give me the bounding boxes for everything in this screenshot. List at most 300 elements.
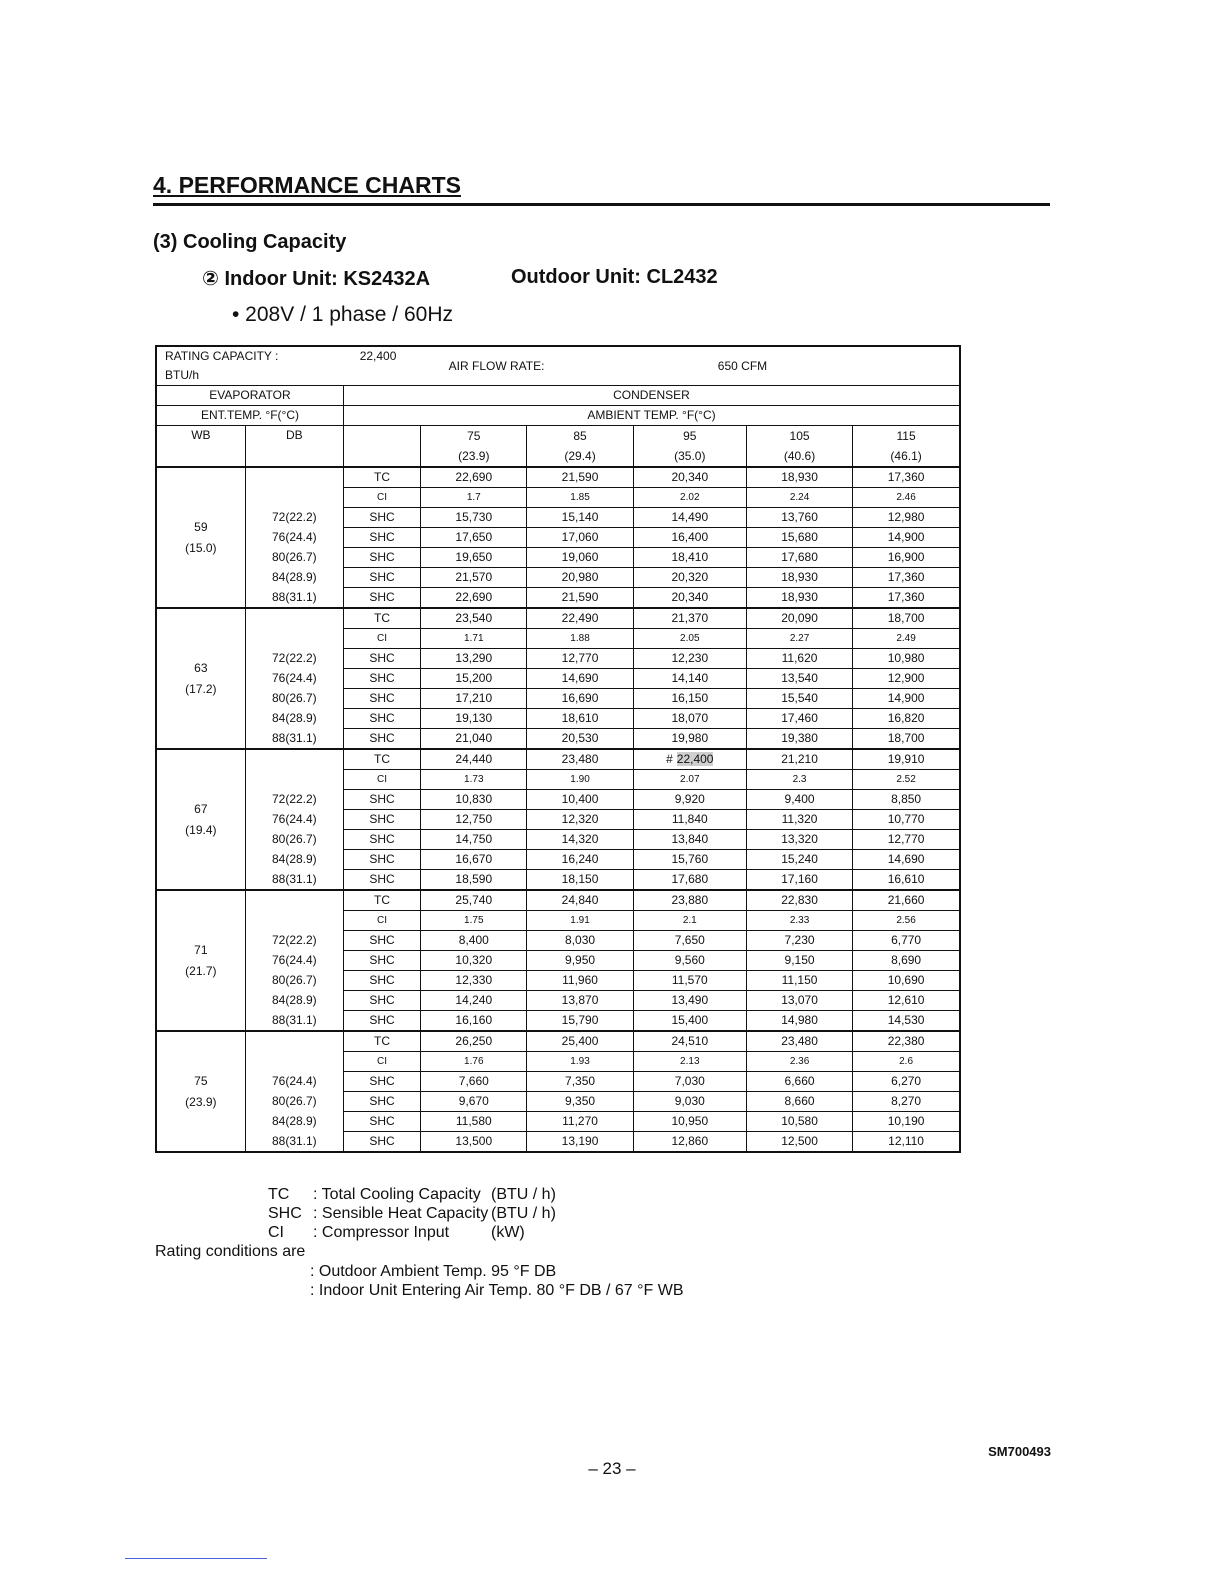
db-cell xyxy=(245,1031,343,1052)
table-row xyxy=(156,1112,960,1132)
type-cell: SHC xyxy=(343,870,420,891)
value-cell: 1.76 xyxy=(421,1052,527,1072)
value-cell: 9,920 xyxy=(633,790,746,810)
table-row xyxy=(156,1052,960,1072)
wb-cell: 71 (21.7) xyxy=(156,890,245,1031)
value-cell: 2.52 xyxy=(853,770,960,790)
table-row xyxy=(156,931,960,951)
value-cell: 12,860 xyxy=(633,1132,746,1153)
legend xyxy=(268,1185,556,1242)
db-cell xyxy=(245,770,343,790)
value-cell: 14,530 xyxy=(853,1011,960,1032)
value-cell: 18,150 xyxy=(527,870,633,891)
value-cell: 1.71 xyxy=(421,629,527,649)
indoor-unit-label: ② Indoor Unit: KS2432A xyxy=(202,268,431,290)
power-spec: • 208V / 1 phase / 60Hz xyxy=(232,303,453,326)
value-cell: 19,650 xyxy=(421,548,527,568)
table-row xyxy=(156,568,960,588)
value-cell: 15,540 xyxy=(746,689,852,709)
type-cell: SHC xyxy=(343,649,420,669)
type-cell: SHC xyxy=(343,709,420,729)
value-cell: 9,400 xyxy=(746,790,852,810)
value-cell: 12,900 xyxy=(853,669,960,689)
col-header-4: 115 (46.1) xyxy=(853,426,960,468)
value-cell: 14,490 xyxy=(633,508,746,528)
value-cell: 17,160 xyxy=(746,870,852,891)
condenser-header: CONDENSER xyxy=(343,386,960,406)
value-cell: 2.33 xyxy=(746,911,852,931)
col-header-0: 75 (23.9) xyxy=(421,426,527,468)
value-cell: 10,690 xyxy=(853,971,960,991)
value-cell: 25,740 xyxy=(421,890,527,911)
db-cell: 80(26.7) xyxy=(245,548,343,568)
value-cell: 12,750 xyxy=(421,810,527,830)
value-cell: 23,480 xyxy=(746,1031,852,1052)
table-row xyxy=(156,488,960,508)
value-cell: 15,680 xyxy=(746,528,852,548)
table-row xyxy=(156,971,960,991)
value-cell: 14,750 xyxy=(421,830,527,850)
value-cell: 13,840 xyxy=(633,830,746,850)
value-cell: 22,380 xyxy=(853,1031,960,1052)
value-cell: 10,950 xyxy=(633,1112,746,1132)
value-cell: 7,030 xyxy=(633,1072,746,1092)
value-cell: 7,660 xyxy=(421,1072,527,1092)
value-cell: 8,270 xyxy=(853,1092,960,1112)
value-cell: 21,040 xyxy=(421,729,527,750)
airflow-value: 650 CFM xyxy=(717,358,768,373)
value-cell: 16,820 xyxy=(853,709,960,729)
col-header-1: 85 (29.4) xyxy=(527,426,633,468)
value-cell: 13,290 xyxy=(421,649,527,669)
value-cell: 2.27 xyxy=(746,629,852,649)
value-cell: 8,400 xyxy=(421,931,527,951)
value-cell: 12,610 xyxy=(853,991,960,1011)
type-cell: SHC xyxy=(343,790,420,810)
db-cell: 84(28.9) xyxy=(245,709,343,729)
evaporator-header: EVAPORATOR xyxy=(156,386,343,406)
ent-temp-header: ENT.TEMP. °F(°C) xyxy=(156,406,343,426)
value-cell: 18,070 xyxy=(633,709,746,729)
section-title: 4. PERFORMANCE CHARTS xyxy=(153,172,1050,206)
rated-value: 22,400 xyxy=(676,752,714,766)
value-cell: 18,410 xyxy=(633,548,746,568)
page-number: – 23 – xyxy=(588,1459,636,1478)
value-cell: 17,650 xyxy=(421,528,527,548)
wb-cell: 67 (19.4) xyxy=(156,749,245,890)
value-cell: 16,670 xyxy=(421,850,527,870)
value-cell: 26,250 xyxy=(421,1031,527,1052)
value-cell: 14,690 xyxy=(527,669,633,689)
value-cell: 14,140 xyxy=(633,669,746,689)
type-cell: SHC xyxy=(343,1112,420,1132)
db-cell: 80(26.7) xyxy=(245,1092,343,1112)
value-cell: 18,700 xyxy=(853,729,960,750)
value-cell: 15,200 xyxy=(421,669,527,689)
value-cell: 1.91 xyxy=(527,911,633,931)
value-cell: 2.3 xyxy=(746,770,852,790)
value-cell: 15,240 xyxy=(746,850,852,870)
type-cell: TC xyxy=(343,1031,420,1052)
document-id: SM700493 xyxy=(988,1444,1051,1459)
value-cell: 1.93 xyxy=(527,1052,633,1072)
table-row xyxy=(156,548,960,568)
value-cell: 10,770 xyxy=(853,810,960,830)
value-cell: 17,460 xyxy=(746,709,852,729)
db-cell xyxy=(245,467,343,488)
value-cell: 16,610 xyxy=(853,870,960,891)
table-row xyxy=(156,467,960,488)
value-cell: 9,560 xyxy=(633,951,746,971)
value-cell: 18,590 xyxy=(421,870,527,891)
db-cell: 84(28.9) xyxy=(245,991,343,1011)
value-cell: 18,700 xyxy=(853,608,960,629)
value-cell: 11,840 xyxy=(633,810,746,830)
performance-table xyxy=(155,345,961,1153)
value-cell: 12,330 xyxy=(421,971,527,991)
table-row xyxy=(156,669,960,689)
wb-cell: 75 (23.9) xyxy=(156,1031,245,1152)
value-cell: 2.36 xyxy=(746,1052,852,1072)
value-cell: 15,140 xyxy=(527,508,633,528)
type-cell: SHC xyxy=(343,1092,420,1112)
db-cell: 88(31.1) xyxy=(245,729,343,750)
value-cell: 17,060 xyxy=(527,528,633,548)
value-cell: 17,680 xyxy=(633,870,746,891)
table-row xyxy=(156,629,960,649)
db-cell xyxy=(245,749,343,770)
table-row xyxy=(156,810,960,830)
value-cell: 10,580 xyxy=(746,1112,852,1132)
value-cell: 12,110 xyxy=(853,1132,960,1153)
value-cell: 13,190 xyxy=(527,1132,633,1153)
db-cell: 88(31.1) xyxy=(245,870,343,891)
value-cell: 15,760 xyxy=(633,850,746,870)
value-cell: 22,690 xyxy=(421,588,527,609)
value-cell: 7,230 xyxy=(746,931,852,951)
db-cell: 76(24.4) xyxy=(245,810,343,830)
type-cell: TC xyxy=(343,890,420,911)
value-cell: 15,400 xyxy=(633,1011,746,1032)
value-cell: 14,980 xyxy=(746,1011,852,1032)
rating-indoor: : Indoor Unit Entering Air Temp. 80 °F DB / 67 °F WB xyxy=(310,1282,684,1299)
db-cell: 72(22.2) xyxy=(245,508,343,528)
value-cell: 2.6 xyxy=(853,1052,960,1072)
value-cell: 21,660 xyxy=(853,890,960,911)
type-cell: SHC xyxy=(343,951,420,971)
value-cell: 12,500 xyxy=(746,1132,852,1153)
value-cell: 11,960 xyxy=(527,971,633,991)
db-cell xyxy=(245,1052,343,1072)
value-cell: 13,490 xyxy=(633,991,746,1011)
value-cell: 14,900 xyxy=(853,528,960,548)
table-row xyxy=(156,689,960,709)
db-cell: 76(24.4) xyxy=(245,669,343,689)
value-cell: 17,360 xyxy=(853,568,960,588)
value-cell: 24,840 xyxy=(527,890,633,911)
table-row xyxy=(156,911,960,931)
table-row xyxy=(156,1011,960,1032)
rating-conditions xyxy=(310,1262,684,1300)
table-row xyxy=(156,588,960,609)
db-cell: 80(26.7) xyxy=(245,830,343,850)
db-header: DB xyxy=(245,426,343,468)
table-row xyxy=(156,991,960,1011)
value-cell: 2.07 xyxy=(633,770,746,790)
value-cell: 20,530 xyxy=(527,729,633,750)
type-cell: SHC xyxy=(343,1072,420,1092)
db-cell xyxy=(245,911,343,931)
value-cell: 7,650 xyxy=(633,931,746,951)
value-cell: 21,210 xyxy=(746,749,852,770)
value-cell: 20,340 xyxy=(633,588,746,609)
db-cell: 88(31.1) xyxy=(245,1132,343,1153)
column-header-row xyxy=(156,426,960,468)
type-cell: SHC xyxy=(343,588,420,609)
value-cell: 16,690 xyxy=(527,689,633,709)
db-cell: 72(22.2) xyxy=(245,931,343,951)
table-row xyxy=(156,790,960,810)
table-row xyxy=(156,1031,960,1052)
type-cell: SHC xyxy=(343,931,420,951)
value-cell: 2.1 xyxy=(633,911,746,931)
value-cell: 2.13 xyxy=(633,1052,746,1072)
value-cell: 10,830 xyxy=(421,790,527,810)
value-cell: 9,030 xyxy=(633,1092,746,1112)
value-cell: 18,930 xyxy=(746,467,852,488)
rating-value: 22,400 BTU/h xyxy=(165,349,397,382)
col-header-3: 105 (40.6) xyxy=(746,426,852,468)
value-cell: 17,360 xyxy=(853,467,960,488)
type-cell: SHC xyxy=(343,830,420,850)
value-cell: 11,320 xyxy=(746,810,852,830)
value-cell: 15,790 xyxy=(527,1011,633,1032)
type-cell: CI xyxy=(343,770,420,790)
value-cell: 13,320 xyxy=(746,830,852,850)
value-cell: 19,060 xyxy=(527,548,633,568)
value-cell: 19,130 xyxy=(421,709,527,729)
value-cell: 23,880 xyxy=(633,890,746,911)
value-cell: 9,150 xyxy=(746,951,852,971)
subsection-title: (3) Cooling Capacity xyxy=(153,231,347,253)
value-cell: 10,320 xyxy=(421,951,527,971)
value-cell: 20,980 xyxy=(527,568,633,588)
value-cell: 9,670 xyxy=(421,1092,527,1112)
value-cell: 16,900 xyxy=(853,548,960,568)
type-cell: SHC xyxy=(343,548,420,568)
value-cell: 13,500 xyxy=(421,1132,527,1153)
type-cell: SHC xyxy=(343,971,420,991)
table-row xyxy=(156,890,960,911)
ambient-temp-header: AMBIENT TEMP. °F(°C) xyxy=(343,406,960,426)
value-cell: 23,480 xyxy=(527,749,633,770)
db-cell xyxy=(245,629,343,649)
table-row xyxy=(156,1072,960,1092)
rated-marker: # xyxy=(666,752,673,766)
value-cell: 9,350 xyxy=(527,1092,633,1112)
type-cell: CI xyxy=(343,911,420,931)
type-cell: CI xyxy=(343,1052,420,1072)
value-cell: 17,680 xyxy=(746,548,852,568)
value-cell: 21,370 xyxy=(633,608,746,629)
type-cell: CI xyxy=(343,629,420,649)
db-cell: 72(22.2) xyxy=(245,649,343,669)
value-cell: 24,440 xyxy=(421,749,527,770)
wb-cell: 63 (17.2) xyxy=(156,608,245,749)
value-cell: 13,760 xyxy=(746,508,852,528)
type-cell: SHC xyxy=(343,810,420,830)
value-cell: 14,690 xyxy=(853,850,960,870)
value-cell: 25,400 xyxy=(527,1031,633,1052)
rating-conditions-label: Rating conditions are xyxy=(155,1243,306,1260)
db-cell: 76(24.4) xyxy=(245,528,343,548)
type-cell: TC xyxy=(343,608,420,629)
value-cell: 12,320 xyxy=(527,810,633,830)
value-cell: 2.05 xyxy=(633,629,746,649)
value-cell: 14,320 xyxy=(527,830,633,850)
value-cell: 2.56 xyxy=(853,911,960,931)
legend-item: SHC : Sensible Heat Capacity (BTU / h) xyxy=(268,1205,556,1222)
value-cell: 2.49 xyxy=(853,629,960,649)
value-cell: 17,360 xyxy=(853,588,960,609)
value-cell: 14,240 xyxy=(421,991,527,1011)
value-cell: 10,400 xyxy=(527,790,633,810)
type-cell: SHC xyxy=(343,568,420,588)
value-cell: 1.85 xyxy=(527,488,633,508)
value-cell: 12,230 xyxy=(633,649,746,669)
type-cell: SHC xyxy=(343,991,420,1011)
wb-cell: 59 (15.0) xyxy=(156,467,245,608)
db-cell xyxy=(245,608,343,629)
type-cell: SHC xyxy=(343,729,420,750)
value-cell: 13,070 xyxy=(746,991,852,1011)
type-cell: SHC xyxy=(343,528,420,548)
db-cell: 88(31.1) xyxy=(245,588,343,609)
value-cell: 8,030 xyxy=(527,931,633,951)
db-cell: 84(28.9) xyxy=(245,850,343,870)
legend-item: TC : Total Cooling Capacity (BTU / h) xyxy=(268,1186,556,1203)
type-cell: TC xyxy=(343,749,420,770)
value-cell: 18,930 xyxy=(746,588,852,609)
value-cell: 20,090 xyxy=(746,608,852,629)
value-cell: 14,900 xyxy=(853,689,960,709)
value-cell: 16,400 xyxy=(633,528,746,548)
value-cell: 2.02 xyxy=(633,488,746,508)
table-row xyxy=(156,870,960,891)
value-cell: 10,190 xyxy=(853,1112,960,1132)
db-cell: 76(24.4) xyxy=(245,951,343,971)
value-cell: 10,980 xyxy=(853,649,960,669)
value-cell: 16,240 xyxy=(527,850,633,870)
value-cell: 19,980 xyxy=(633,729,746,750)
value-cell: 8,690 xyxy=(853,951,960,971)
value-cell: 9,950 xyxy=(527,951,633,971)
type-cell: SHC xyxy=(343,1011,420,1032)
wb-header: WB xyxy=(156,426,245,468)
value-cell: 21,570 xyxy=(421,568,527,588)
value-cell: 17,210 xyxy=(421,689,527,709)
table-row xyxy=(156,608,960,629)
value-cell: 11,270 xyxy=(527,1112,633,1132)
value-cell: 13,540 xyxy=(746,669,852,689)
value-cell: 19,380 xyxy=(746,729,852,750)
value-cell: 1.7 xyxy=(421,488,527,508)
value-cell: 8,660 xyxy=(746,1092,852,1112)
airflow-label: AIR FLOW RATE: xyxy=(448,358,545,373)
table-row xyxy=(156,649,960,669)
value-cell: 22,690 xyxy=(421,467,527,488)
type-cell: TC xyxy=(343,467,420,488)
value-cell: 16,160 xyxy=(421,1011,527,1032)
value-cell: 6,270 xyxy=(853,1072,960,1092)
value-cell: 16,150 xyxy=(633,689,746,709)
value-cell: 1.73 xyxy=(421,770,527,790)
temp-row xyxy=(156,406,960,426)
value-cell: 15,730 xyxy=(421,508,527,528)
type-cell: CI xyxy=(343,488,420,508)
value-cell: 21,590 xyxy=(527,588,633,609)
value-cell: 6,660 xyxy=(746,1072,852,1092)
value-cell: 19,910 xyxy=(853,749,960,770)
value-cell: 20,320 xyxy=(633,568,746,588)
type-cell: SHC xyxy=(343,850,420,870)
db-cell: 76(24.4) xyxy=(245,1072,343,1092)
value-cell: 21,590 xyxy=(527,467,633,488)
table-row xyxy=(156,749,960,770)
table-row xyxy=(156,508,960,528)
legend-item: CI : Compressor Input (kW) xyxy=(268,1224,525,1241)
value-cell: 18,930 xyxy=(746,568,852,588)
section-row xyxy=(156,386,960,406)
value-cell: 24,510 xyxy=(633,1031,746,1052)
db-cell: 84(28.9) xyxy=(245,1112,343,1132)
value-cell: 22,830 xyxy=(746,890,852,911)
table-row xyxy=(156,850,960,870)
value-cell xyxy=(633,749,746,770)
value-cell: 23,540 xyxy=(421,608,527,629)
db-cell xyxy=(245,488,343,508)
table-row xyxy=(156,951,960,971)
value-cell: 1.88 xyxy=(527,629,633,649)
value-cell: 12,770 xyxy=(527,649,633,669)
table-row xyxy=(156,1092,960,1112)
value-cell: 22,490 xyxy=(527,608,633,629)
value-cell: 7,350 xyxy=(527,1072,633,1092)
rating-outdoor: : Outdoor Ambient Temp. 95 °F DB xyxy=(310,1263,557,1280)
value-cell: 2.24 xyxy=(746,488,852,508)
db-cell: 84(28.9) xyxy=(245,568,343,588)
type-cell: SHC xyxy=(343,1132,420,1153)
value-cell: 11,150 xyxy=(746,971,852,991)
footer-rule xyxy=(125,1558,267,1559)
value-cell: 20,340 xyxy=(633,467,746,488)
value-cell: 11,620 xyxy=(746,649,852,669)
db-cell xyxy=(245,890,343,911)
type-cell: SHC xyxy=(343,689,420,709)
value-cell: 11,570 xyxy=(633,971,746,991)
table-row xyxy=(156,729,960,750)
value-cell: 8,850 xyxy=(853,790,960,810)
value-cell: 1.75 xyxy=(421,911,527,931)
type-cell: SHC xyxy=(343,669,420,689)
value-cell: 6,770 xyxy=(853,931,960,951)
table-row xyxy=(156,830,960,850)
value-cell: 12,770 xyxy=(853,830,960,850)
db-cell: 72(22.2) xyxy=(245,790,343,810)
type-cell: SHC xyxy=(343,508,420,528)
value-cell: 12,980 xyxy=(853,508,960,528)
table-row xyxy=(156,709,960,729)
